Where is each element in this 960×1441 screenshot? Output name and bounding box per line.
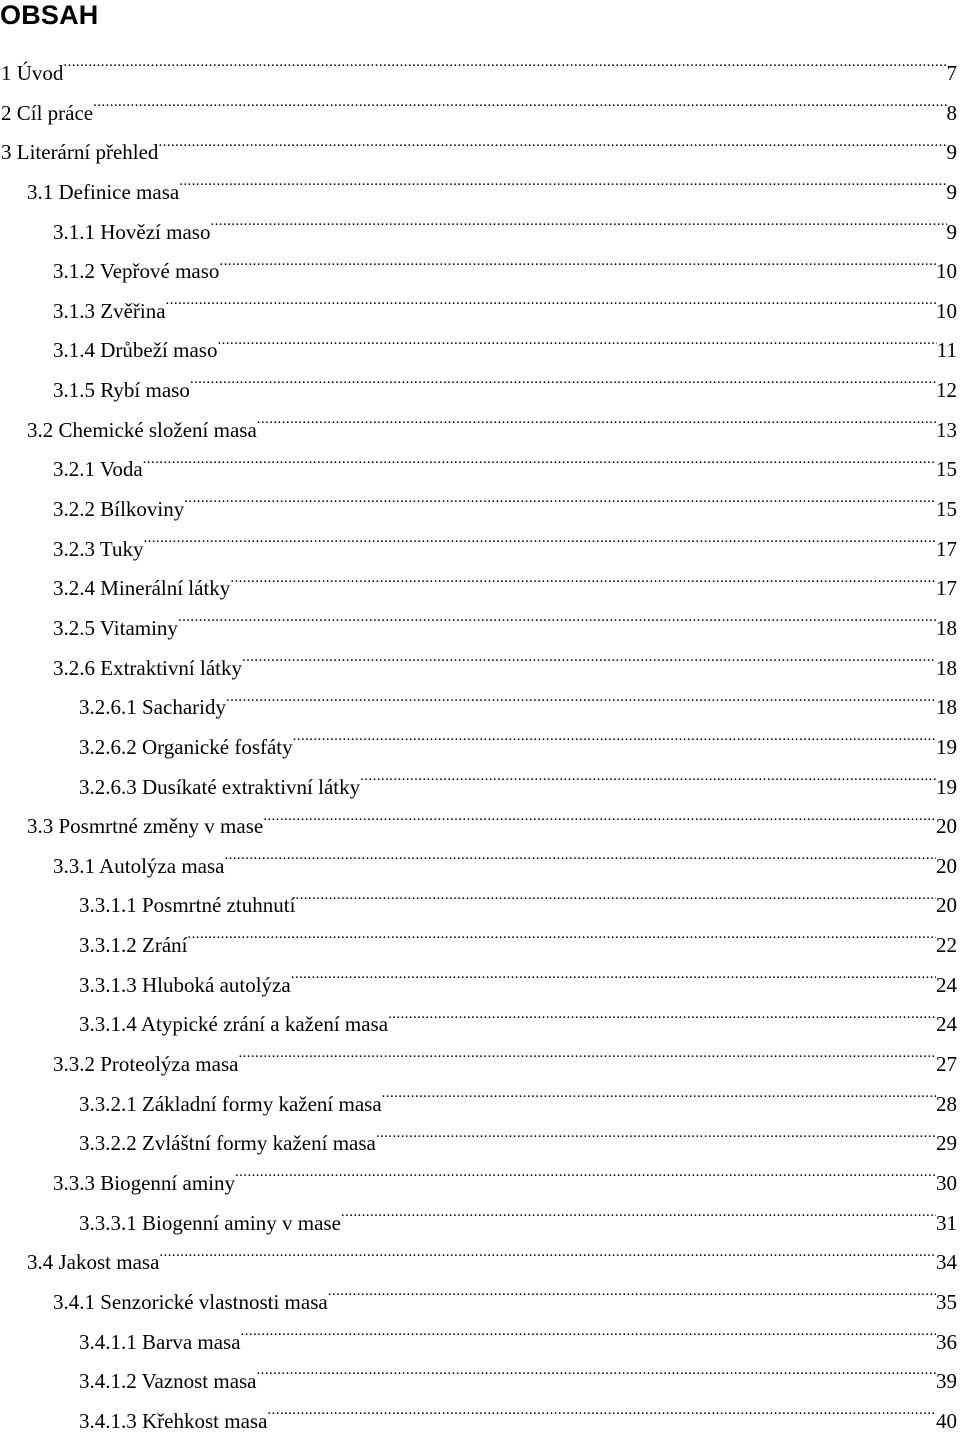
toc-entry-title[interactable]: 3.3.3.1 Biogenní aminy v mase — [79, 1210, 341, 1235]
toc-entry[interactable] — [0, 1164, 960, 1204]
dot-leader — [257, 416, 936, 437]
dot-leader — [210, 218, 946, 239]
toc-entry-title[interactable]: 3.4.1.2 Vaznost masa — [79, 1369, 257, 1394]
toc-entry-page-number[interactable]: 20 — [936, 814, 957, 839]
toc-entry-page-number[interactable]: 10 — [936, 259, 957, 284]
dot-leader — [388, 1010, 936, 1031]
toc-entry-title[interactable]: 3.2 Chemické složení masa — [27, 417, 257, 442]
toc-entry-title[interactable]: 3.2.6.3 Dusíkaté extraktivní látky — [79, 774, 361, 799]
toc-entry-title[interactable]: 3.1.4 Drůbeží maso — [53, 338, 218, 363]
dot-leader — [143, 455, 936, 476]
dot-leader — [159, 1248, 936, 1269]
toc-entry-page-number[interactable]: 22 — [936, 933, 957, 958]
toc-entry-page-number[interactable]: 9 — [946, 219, 957, 244]
toc-entry-page-number[interactable]: 31 — [936, 1210, 957, 1235]
toc-entry[interactable] — [0, 1045, 960, 1085]
dot-leader — [217, 336, 936, 357]
dot-leader — [190, 376, 936, 397]
dot-leader — [382, 1090, 936, 1111]
dot-leader — [341, 1209, 936, 1230]
toc-entry[interactable] — [0, 966, 960, 1006]
toc-entry[interactable] — [0, 609, 960, 649]
toc-entry-title[interactable]: 3.4 Jakost masa — [27, 1250, 160, 1275]
toc-entry-title[interactable]: 3.2.2 Bílkoviny — [53, 497, 185, 522]
toc-entry[interactable] — [0, 649, 960, 689]
toc-entry-page-number[interactable]: 34 — [936, 1250, 957, 1275]
toc-entry[interactable] — [0, 1283, 960, 1323]
toc-entry-page-number[interactable]: 15 — [936, 457, 957, 482]
toc-entry-title[interactable]: 2 Cíl práce — [1, 100, 94, 125]
toc-entry[interactable] — [0, 450, 960, 490]
toc-entry[interactable] — [0, 213, 960, 253]
toc-entry-title[interactable]: 3.4.1 Senzorické vlastnosti masa — [53, 1289, 328, 1314]
toc-entry[interactable] — [0, 1005, 960, 1045]
toc-entry-page-number[interactable]: 9 — [946, 179, 957, 204]
toc-entry[interactable] — [0, 1402, 960, 1441]
toc-entry[interactable] — [0, 1124, 960, 1164]
dot-leader — [219, 257, 936, 278]
toc-entry-page-number[interactable]: 9 — [946, 140, 957, 165]
toc-entry[interactable] — [0, 371, 960, 411]
toc-entry[interactable] — [0, 1362, 960, 1402]
dot-leader — [93, 99, 946, 120]
toc-entry[interactable] — [0, 411, 960, 451]
toc-entry[interactable] — [0, 292, 960, 332]
page-title: OBSAH — [0, 0, 99, 30]
toc-entry[interactable] — [0, 688, 960, 728]
toc-entry[interactable] — [0, 94, 960, 134]
toc-entry-page-number[interactable]: 35 — [936, 1289, 957, 1314]
toc-entry-title[interactable]: 3.3 Posmrtné změny v mase — [27, 814, 264, 839]
toc-entry-title[interactable]: 1 Úvod — [1, 61, 64, 85]
dot-leader — [238, 1050, 936, 1071]
toc-entry[interactable] — [0, 1243, 960, 1283]
toc-entry-title[interactable]: 3.3.2 Proteolýza masa — [53, 1052, 239, 1077]
dot-leader — [187, 931, 936, 952]
toc-entry-title[interactable]: 3.3.1.4 Atypické zrání a kažení masa — [79, 1012, 389, 1037]
dot-leader — [291, 971, 936, 992]
toc-entry-page-number[interactable]: 36 — [936, 1329, 957, 1354]
toc-entry-title[interactable]: 3.1.3 Zvěřina — [53, 298, 166, 323]
toc-entry-title[interactable]: 3.3.2.2 Zvláštní formy kažení masa — [79, 1131, 376, 1156]
toc-entry-title[interactable]: 3.1.2 Vepřové maso — [53, 259, 220, 284]
toc-entry-page-number[interactable]: 10 — [936, 298, 957, 323]
toc-entry-title[interactable]: 3 Literární přehled — [1, 140, 159, 165]
toc-entry[interactable] — [0, 54, 960, 94]
toc-entry[interactable] — [0, 331, 960, 371]
dot-leader — [158, 138, 946, 159]
toc-entry[interactable] — [0, 1085, 960, 1125]
toc-entry[interactable] — [0, 926, 960, 966]
toc-entry-title[interactable]: 3.2.3 Tuky — [53, 536, 144, 561]
dot-leader — [267, 1407, 936, 1428]
toc-entry-page-number[interactable]: 27 — [936, 1052, 957, 1077]
toc-entry-title[interactable]: 3.2.5 Vitaminy — [53, 615, 178, 640]
toc-entry-title[interactable]: 3.2.6.1 Sacharidy — [79, 695, 226, 720]
toc-entry-page-number[interactable]: 20 — [936, 893, 957, 918]
toc-entry-title[interactable]: 3.2.4 Minerální látky — [53, 576, 231, 601]
toc-entry-title[interactable]: 3.1.5 Rybí maso — [53, 378, 190, 403]
toc-entry-title[interactable]: 3.3.1.3 Hluboká autolýza — [79, 972, 291, 997]
toc-entry[interactable] — [0, 569, 960, 609]
toc-entry-page-number[interactable]: 17 — [936, 536, 957, 561]
toc-entry-page-number[interactable]: 24 — [936, 1012, 957, 1037]
toc-entry-page-number[interactable]: 18 — [936, 655, 957, 680]
table-of-contents — [0, 54, 960, 1441]
toc-entry-title[interactable]: 3.1 Definice masa — [27, 179, 180, 204]
toc-entry-page-number[interactable]: 28 — [936, 1091, 957, 1116]
toc-entry-page-number[interactable]: 11 — [936, 338, 957, 363]
toc-entry[interactable] — [0, 173, 960, 213]
toc-entry[interactable] — [0, 886, 960, 926]
toc-entry[interactable] — [0, 133, 960, 173]
dot-leader — [235, 1169, 936, 1190]
dot-leader — [242, 654, 936, 675]
dot-leader — [166, 297, 936, 318]
dot-leader — [178, 614, 936, 635]
dot-leader — [226, 693, 936, 714]
toc-entry[interactable] — [0, 768, 960, 808]
toc-entry-page-number[interactable]: 7 — [946, 61, 957, 85]
toc-entry-title[interactable]: 3.3.1 Autolýza masa — [53, 853, 225, 878]
toc-entry[interactable] — [0, 807, 960, 847]
toc-entry[interactable] — [0, 1323, 960, 1363]
toc-entry-page-number[interactable]: 17 — [936, 576, 957, 601]
dot-leader — [360, 773, 936, 794]
toc-entry-title[interactable]: 3.2.6.2 Organické fosfáty — [79, 734, 293, 759]
toc-entry[interactable] — [0, 728, 960, 768]
toc-entry-title[interactable]: 3.3.3 Biogenní aminy — [53, 1170, 235, 1195]
toc-entry-page-number[interactable]: 18 — [936, 615, 957, 640]
toc-entry-page-number[interactable]: 39 — [936, 1369, 957, 1394]
toc-entry-page-number[interactable]: 20 — [936, 853, 957, 878]
dot-leader — [184, 495, 936, 516]
dot-leader — [257, 1367, 936, 1388]
toc-entry-page-number[interactable]: 19 — [936, 734, 957, 759]
dot-leader — [230, 574, 936, 595]
dot-leader — [328, 1288, 936, 1309]
dot-leader — [179, 178, 946, 199]
dot-leader — [143, 535, 936, 556]
toc-entry-page-number[interactable]: 24 — [936, 972, 957, 997]
toc-entry-title[interactable]: 3.4.1.1 Barva masa — [79, 1329, 241, 1354]
toc-entry[interactable] — [0, 847, 960, 887]
toc-entry-page-number[interactable]: 8 — [946, 100, 957, 125]
toc-entry-title[interactable]: 3.2.6 Extraktivní látky — [53, 655, 242, 680]
dot-leader — [224, 852, 936, 873]
toc-entry-title[interactable]: 3.3.1.2 Zrání — [79, 933, 188, 958]
toc-entry-page-number[interactable]: 30 — [936, 1170, 957, 1195]
toc-entry-title[interactable]: 3.2.1 Voda — [53, 457, 143, 482]
toc-entry[interactable] — [0, 1204, 960, 1244]
toc-entry-page-number[interactable]: 12 — [936, 378, 957, 403]
dot-leader — [376, 1129, 936, 1150]
toc-entry[interactable] — [0, 490, 960, 530]
toc-entry-title[interactable]: 3.3.2.1 Základní formy kažení masa — [79, 1091, 382, 1116]
toc-entry-page-number[interactable]: 13 — [936, 417, 957, 442]
dot-leader — [295, 891, 936, 912]
toc-entry-page-number[interactable]: 19 — [936, 774, 957, 799]
toc-entry-page-number[interactable]: 40 — [936, 1408, 957, 1433]
toc-entry-title[interactable]: 3.4.1.3 Křehkost masa — [79, 1408, 268, 1433]
toc-entry-page-number[interactable]: 18 — [936, 695, 957, 720]
toc-entry-title[interactable]: 3.3.1.1 Posmrtné ztuhnutí — [79, 893, 296, 918]
toc-entry-page-number[interactable]: 29 — [936, 1131, 957, 1156]
toc-entry[interactable] — [0, 530, 960, 570]
dot-leader — [293, 733, 936, 754]
dot-leader — [263, 812, 936, 833]
dot-leader — [63, 59, 946, 80]
toc-entry[interactable] — [0, 252, 960, 292]
dot-leader — [241, 1328, 936, 1349]
toc-entry-page-number[interactable]: 15 — [936, 497, 957, 522]
toc-entry-title[interactable]: 3.1.1 Hovězí maso — [53, 219, 211, 244]
